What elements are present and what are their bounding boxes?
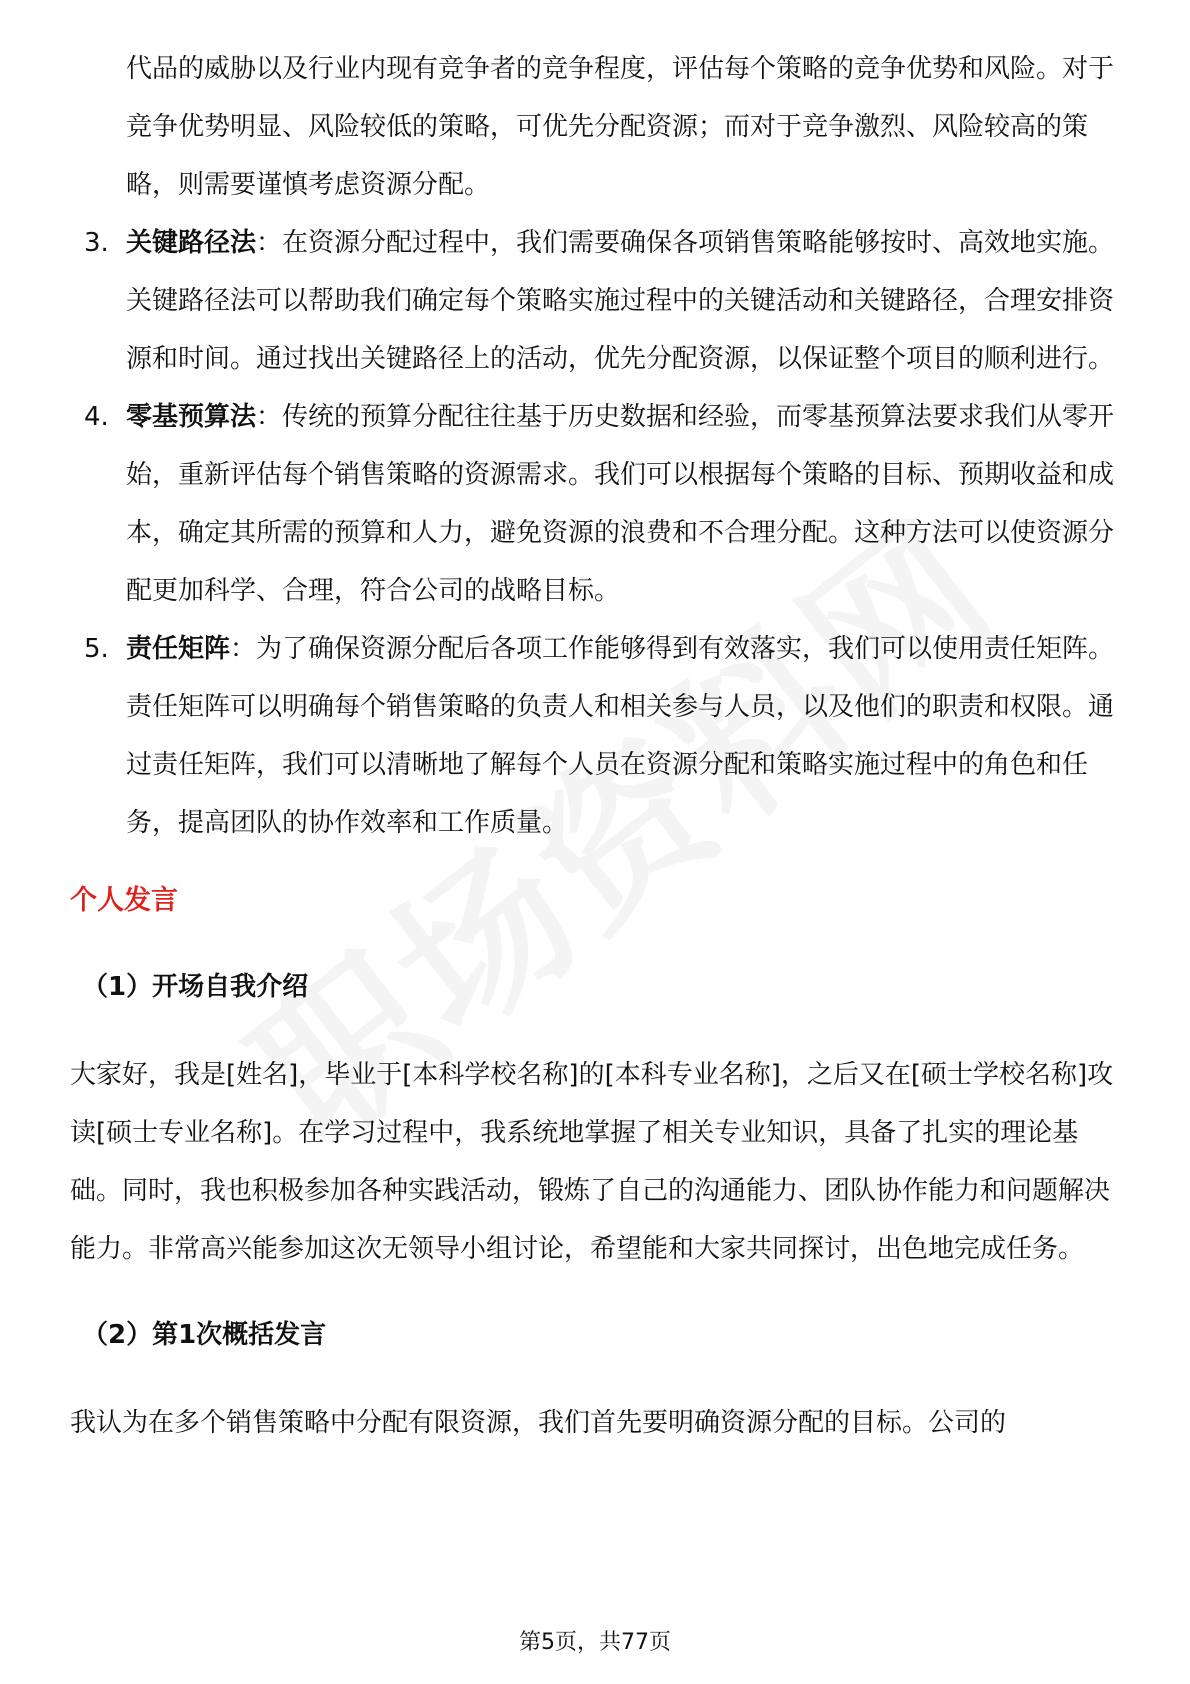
list-item-number: 4. <box>84 402 109 432</box>
list-item <box>70 620 1120 852</box>
list-item <box>70 214 1120 388</box>
page-number: 第5页，共77页 <box>519 1630 671 1655</box>
intro-paragraph: 大家好，我是[姓名]，毕业于[本科学校名称]的[本科专业名称]，之后又在[硕士学校名称]攻读[硕士专业名称]。在学习过程中，我系统地掌握了相关专业知识，具备了扎实的理论基础。同时，我也积极参加各种实践活动，锻炼了自己的沟通能力、团队协作能力和问题解决能力。非常高兴能参加这次无领导小组讨论，希望能和大家共同探讨，出色地完成任务。 <box>70 1060 1114 1264</box>
subsection-heading-intro: （1）开场自我介绍 <box>82 972 309 1002</box>
numbered-list <box>70 214 1120 852</box>
subsection-heading-summary: （2）第1次概括发言 <box>82 1320 327 1350</box>
list-item-text: ：在资源分配过程中，我们需要确保各项销售策略能够按时、高效地实施。关键路径法可以帮助我们确定每个策略实施过程中的关键活动和关键路径，合理安排资源和时间。通过找出关键路径上的活动，优先分配资源，以保证整个项目的顺利进行。 <box>126 228 1115 374</box>
list-item-number: 5. <box>84 634 109 664</box>
list-item-text: ：传统的预算分配往往基于历史数据和经验，而零基预算法要求我们从零开始，重新评估每个销售策略的资源需求。我们可以根据每个策略的目标、预期收益和成本，确定其所需的预算和人力，避免资源的浪费和不合理分配。这种方法可以使资源分配更加科学、合理，符合公司的战略目标。 <box>126 402 1115 606</box>
list-item-number: 3. <box>84 228 109 258</box>
list-item-term: 关键路径法 <box>126 228 257 258</box>
continued-paragraph: 代品的威胁以及行业内现有竞争者的竞争程度，评估每个策略的竞争优势和风险。对于竞争优势明显、风险较低的策略，可优先分配资源；而对于竞争激烈、风险较高的策略，则需要谨慎考虑资源分配。 <box>126 54 1115 200</box>
list-item <box>70 388 1120 620</box>
page-content <box>70 40 1120 1452</box>
list-item-term: 责任矩阵 <box>126 634 231 664</box>
section-heading: 个人发言 <box>70 885 178 916</box>
summary-paragraph: 我认为在多个销售策略中分配有限资源，我们首先要明确资源分配的目标。公司的 <box>70 1408 1007 1438</box>
list-item-term: 零基预算法 <box>126 402 257 432</box>
list-item-text: ：为了确保资源分配后各项工作能够得到有效落实，我们可以使用责任矩阵。责任矩阵可以明确每个销售策略的负责人和相关参与人员，以及他们的职责和权限。通过责任矩阵，我们可以清晰地了解每个人员在资源分配和策略实施过程中的角色和任务，提高团队的协作效率和工作质量。 <box>126 634 1115 838</box>
